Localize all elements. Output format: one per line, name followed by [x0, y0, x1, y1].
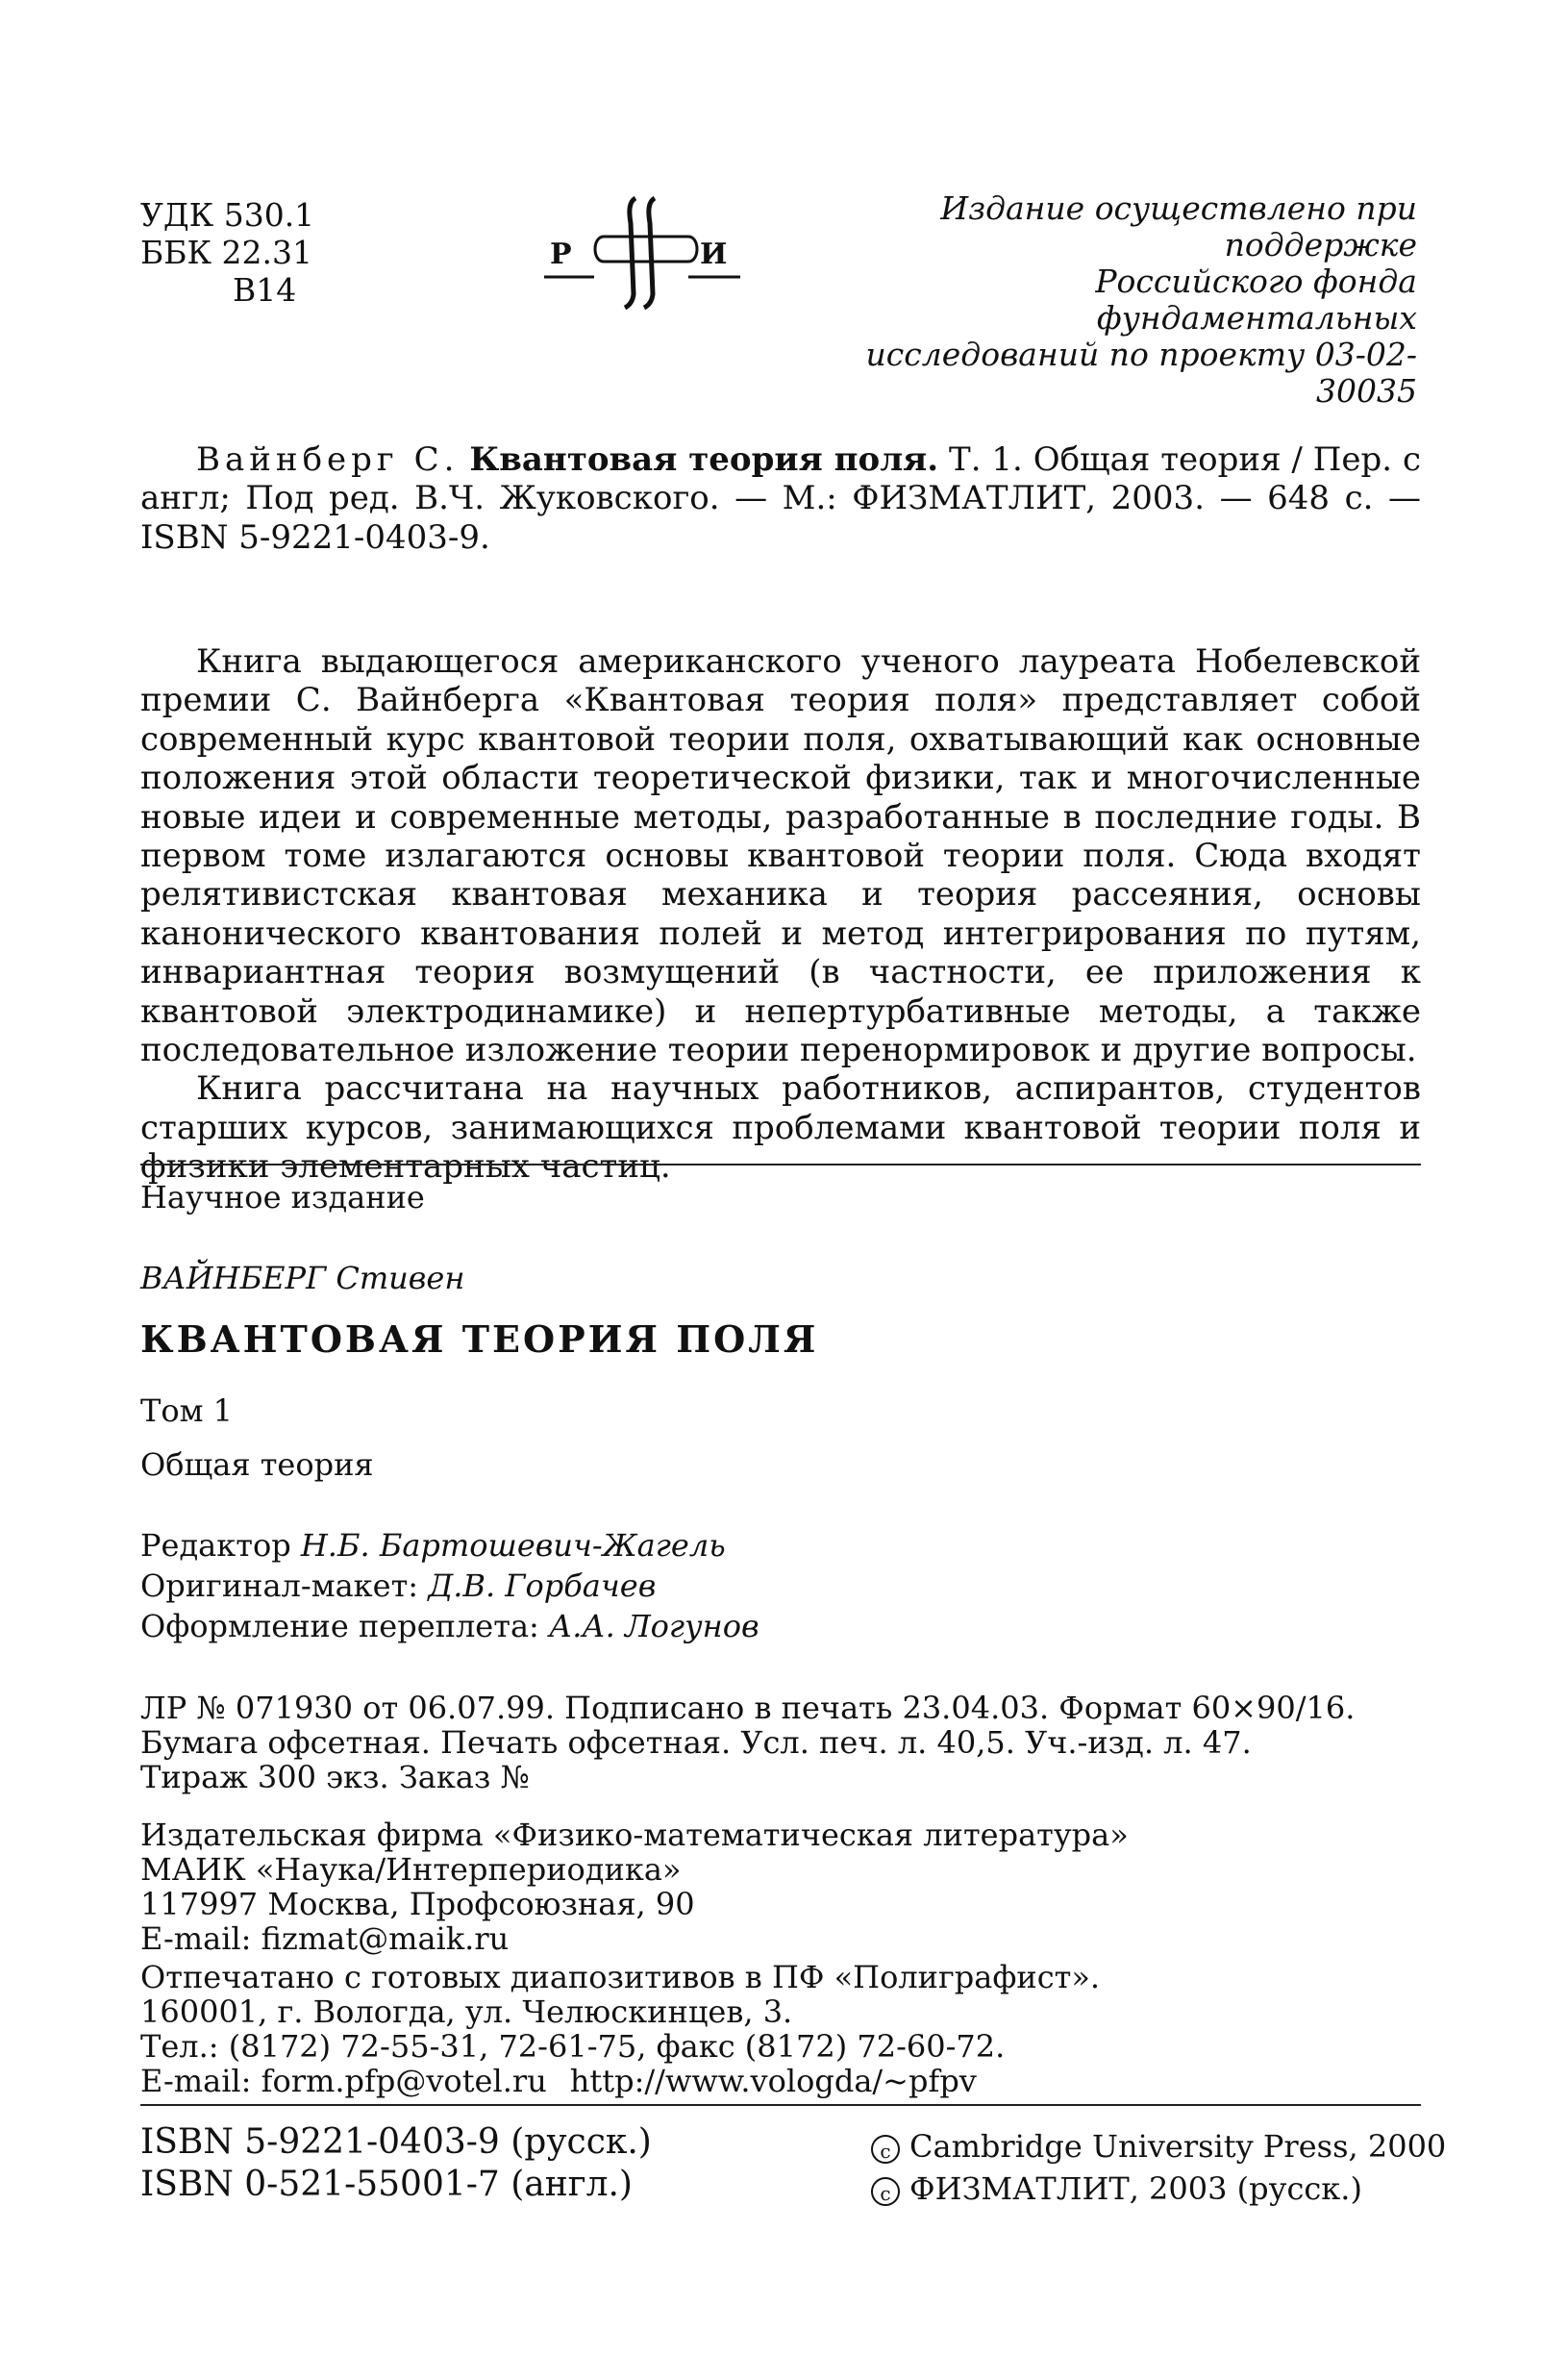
- annotation: [140, 642, 1421, 1187]
- support-line: исследований по проекту 03-02-30035: [865, 336, 1417, 410]
- printer-line: 160001, г. Вологда, ул. Челюскинцев, 3.: [140, 1993, 793, 2030]
- credit-line: [140, 1566, 759, 1606]
- printer-info: [140, 1960, 1100, 2098]
- credit-role: Оригинал-макет:: [140, 1567, 419, 1604]
- annotation-paragraph: Книга рассчитана на научных работников, аспирантов, студентов старших курсов, занимающихся проблемами квантовой теории поля и физики элементарных частиц.: [140, 1069, 1421, 1187]
- isbn-line: ISBN 5-9221-0403-9 (русск.): [140, 2122, 652, 2162]
- annotation-paragraph: Книга выдающегося американского ученого лауреата Нобелевской премии С. Вайнберга «Квантовая теория поля» представляет собой современный курс квантовой теории поля, охватывающий как основные положения этой области теоретической физики, так и многочисленные новые идеи и современные методы, разработанные в последние годы. В первом томе излагаются основы квантовой теории поля. Сюда входят релятивистская квантовая механика и теория рассеяния, основы канонического квантования полей и метод интегрирования по путям, инвариантная теория возмущений (в частности, ее приложения к квантовой электродинамике) и непертурбативные методы, а также последовательное изложение теории перенормировок и другие вопросы.: [140, 642, 1421, 1070]
- support-line: Издание осуществлено при поддержке: [940, 189, 1417, 263]
- copyright-text: Cambridge University Press, 2000: [909, 2128, 1447, 2165]
- copyright-line: [871, 2168, 1446, 2210]
- logo-letter-i: И: [700, 238, 728, 271]
- publisher-line: 117997 Москва, Профсоюзная, 90: [140, 1886, 695, 1922]
- credit-name: Н.Б. Бартошевич-Жагель: [300, 1527, 726, 1564]
- printer-email: E-mail: form.pfp@votel.ru: [140, 2063, 547, 2099]
- copyright-line: [871, 2125, 1446, 2168]
- isbn-line: ISBN 0-521-55001-7 (англ.): [140, 2165, 633, 2204]
- copyright-icon: c: [871, 2177, 900, 2206]
- imprint-volume: Том 1: [140, 1392, 234, 1429]
- credits: [140, 1525, 759, 1646]
- print-info: [140, 1691, 1355, 1794]
- printer-line: Тел.: (8172) 72-55-31, 72-61-75, факс (8172) 72-60-72.: [140, 2028, 1006, 2065]
- author-sign-code: В14: [233, 271, 297, 309]
- divider: [140, 1164, 1421, 1165]
- publisher-line: МАИК «Наука/Интерпериодика»: [140, 1851, 682, 1888]
- classification-codes: [140, 196, 314, 309]
- bbk-code: ББК 22.31: [140, 234, 313, 271]
- imprint-subtitle: Общая теория: [140, 1446, 374, 1483]
- printer-url: http://www.vologda/~pfpv: [569, 2063, 977, 2099]
- publisher-email: E-mail: fizmat@maik.ru: [140, 1920, 510, 1957]
- print-info-line: Бумага офсетная. Печать офсетная. Усл. печ. л. 40,5. Уч.-изд. л. 47.: [140, 1724, 1252, 1761]
- udk-code: УДК 530.1: [140, 196, 315, 234]
- divider: [140, 2104, 1421, 2106]
- printer-line: Отпечатано с готовых диапозитивов в ПФ «Полиграфист».: [140, 1959, 1101, 1995]
- credit-name: А.А. Логунов: [548, 1608, 759, 1644]
- credit-role: Оформление переплета:: [140, 1608, 539, 1644]
- bibliographic-record: [140, 440, 1421, 557]
- bib-details: Т. 1. Общая теория / Пер. с англ; Под ред. В.Ч. Жуковского. — М.: ФИЗМАТЛИТ, 2003. — 648 с. — ISBN 5-9221-0403-9.: [140, 440, 1422, 557]
- support-line: Российского фонда фундаментальных: [1095, 263, 1417, 337]
- isbn-block: [140, 2121, 652, 2206]
- logo-letter-r: Р: [550, 238, 572, 271]
- print-info-line: Тираж 300 экз. Заказ №: [140, 1759, 530, 1795]
- bib-author: Вайнберг С.: [196, 440, 460, 479]
- copyright-icon: c: [871, 2135, 900, 2164]
- print-info-line: ЛР № 071930 от 06.07.99. Подписано в печать 23.04.03. Формат 60×90/16.: [140, 1690, 1356, 1726]
- edition-kind: Научное издание: [140, 1179, 425, 1216]
- imprint-title: КВАНТОВАЯ ТЕОРИЯ ПОЛЯ: [140, 1317, 819, 1361]
- publisher-line: Издательская фирма «Физико-математическая литература»: [140, 1817, 1129, 1853]
- publisher-info: [140, 1817, 1129, 1956]
- credit-name: Д.В. Горбачев: [428, 1567, 657, 1604]
- credit-line: [140, 1525, 759, 1566]
- grant-support-notice: [775, 190, 1417, 410]
- credit-role: Редактор: [140, 1527, 291, 1564]
- bib-title: Квантовая теория поля.: [469, 440, 939, 479]
- imprint-author: ВАЙНБЕРГ Стивен: [140, 1260, 465, 1296]
- rfi-logo-icon: [544, 188, 740, 313]
- copyright-text: ФИЗМАТЛИТ, 2003 (русск.): [909, 2170, 1362, 2207]
- credit-line: [140, 1606, 759, 1646]
- printer-contacts: [140, 2064, 1100, 2098]
- copyright-block: [871, 2125, 1446, 2210]
